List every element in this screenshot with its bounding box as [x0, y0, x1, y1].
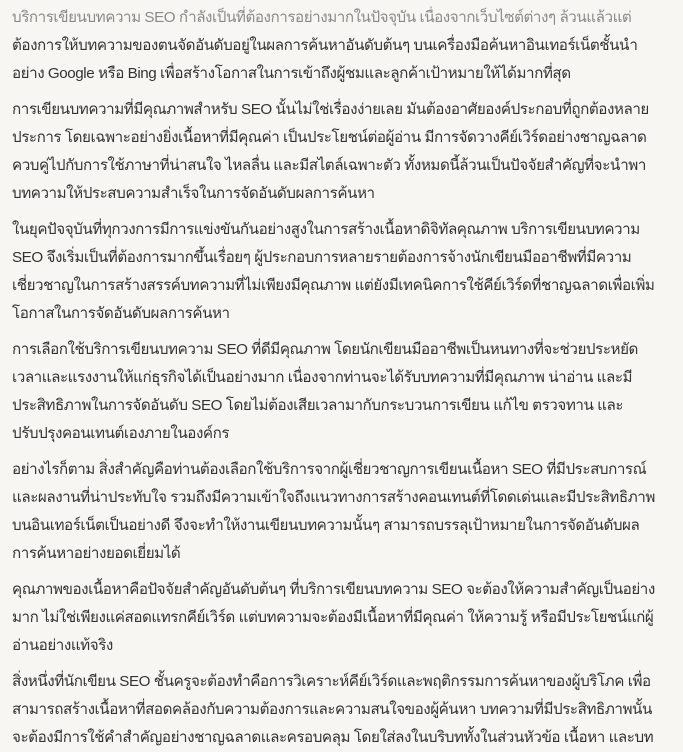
paragraph-line: ต้องการให้บทความของตนจัดอันดับอยู่ในผลการค้นหาอันดับต้นๆ บนเครื่องมือค้นหาอินเทอร์เน็ตชั้นนำ [12, 37, 638, 54]
paragraph-line: เชี่ยวชาญในการสร้างสรรค์บทความที่ไม่เพียงมีคุณภาพ แต่ยังมีเทคนิคการใช้คีย์เวิร์ดที่ชาญฉลาดเพื่อเพิ่ม [12, 277, 655, 294]
paragraph-line: อย่าง Google หรือ Bing เพื่อสร้างโอกาสในการเข้าถึงผู้ชมและลูกค้าเป้าหมายให้ได้มากที่สุด [12, 65, 571, 82]
paragraph-line: มาก ไม่ใช่เพียงแค่สอดแทรกคีย์เวิร์ด แต่บทความจะต้องมีเนื้อหาที่มีคุณค่า ให้ความรู้ หรือมีประโยชน์แก่ผู้ [12, 609, 654, 626]
paragraph-line: ปรับปรุงคอนเทนต์เองภายในองค์กร [12, 425, 230, 442]
paragraph-line: สามารถสร้างเนื้อหาที่สอดคล้องกับความต้องการและความสนใจของผู้ค้นหา บทความที่มีประสิทธิภาพนั้น [12, 701, 652, 718]
paragraph-line: การเขียนบทความที่มีคุณภาพสำหรับ SEO นั้นไม่ใช่เรื่องง่ายเลย มันต้องอาศัยองค์ประกอบที่ถูกต้องหลาย [12, 101, 649, 118]
paragraph-line: บริการเขียนบทความ SEO กำลังเป็นที่ต้องการอย่างมากในปัจจุบัน เนื่องจากเว็บไซต์ต่างๆ ล้วนแล้วแต่ [12, 9, 632, 26]
paragraph-6 [12, 576, 671, 660]
paragraph-7 [12, 668, 671, 752]
paragraph-3 [12, 216, 671, 328]
paragraph-line: อย่างไรก็ตาม สิ่งสำคัญคือท่านต้องเลือกใช้บริการจากผู้เชี่ยวชาญการเขียนเนื้อหา SEO ที่มีประสบการณ์ [12, 461, 647, 478]
paragraph-4 [12, 336, 671, 448]
paragraph-line: บทความให้ประสบความสำเร็จในการจัดอันดับผลการค้นหา [12, 185, 375, 202]
paragraph-line: สิ่งหนึ่งที่นักเขียน SEO ชั้นครูจะต้องทำคือการวิเคราะห์คีย์เวิร์ดและพฤติกรรมการค้นหาของผู้บริโภค เพื่อ [12, 673, 651, 690]
paragraph-line: ประสิทธิภาพในการจัดอันดับ SEO โดยไม่ต้องเสียเวลามากับกระบวนการเขียน แก้ไข ตรวจทาน และ [12, 397, 624, 414]
paragraph-2 [12, 96, 671, 208]
paragraph-line: ควบคู่ไปกับการใช้ภาษาที่น่าสนใจ ไหลลื่น และมีสไตล์เฉพาะตัว ทั้งหมดนี้ล้วนเป็นปัจจัยสำคัญที่จะนำพา [12, 157, 646, 174]
paragraph-5 [12, 456, 671, 568]
paragraph-line: คุณภาพของเนื้อหาคือปัจจัยสำคัญอันดับต้นๆ ที่บริการเขียนบทความ SEO จะต้องให้ความสำคัญเป็นอย่าง [12, 581, 655, 598]
paragraph-line: ในยุคปัจจุบันที่ทุกวงการมีการแข่งขันกันอย่างสูงในการสร้างเนื้อหาดิจิทัลคุณภาพ บริการเขียนบทความ [12, 221, 640, 238]
paragraph-line: อ่านอย่างแท้จริง [12, 637, 113, 654]
paragraph-line: ประการ โดยเฉพาะอย่างยิ่งเนื้อหาที่มีคุณค่า เป็นประโยชน์ต่อผู้อ่าน มีการจัดวางคีย์เวิร์ดอย่างชาญฉลาด [12, 129, 647, 146]
paragraph-1 [12, 4, 671, 88]
paragraph-line: บนอินเทอร์เน็ตเป็นอย่างดี จึงจะทำให้งานเขียนบทความนั้นๆ สามารถบรรลุเป้าหมายในการจัดอันดับผล [12, 517, 640, 534]
paragraph-line: การค้นหาอย่างยอดเยี่ยมได้ [12, 545, 181, 562]
paragraph-line: จะต้องมีการใช้คำสำคัญอย่างชาญฉลาดและครอบคลุม โดยใส่ลงในบริบททั้งในส่วนหัวข้อ เนื้อหา และบท [12, 729, 654, 746]
paragraph-line: SEO จึงเริ่มเป็นที่ต้องการมากขึ้นเรื่อยๆ ผู้ประกอบการหลายรายต้องการจ้างนักเขียนมืออาชีพที่มีความ [12, 249, 632, 266]
paragraph-line: และผลงานที่น่าประทับใจ รวมถึงมีความเข้าใจถึงแนวทางการสร้างคอนเทนต์ที่โดดเด่นและมีประสิทธิภาพ [12, 489, 655, 506]
paragraph-line: เวลาและแรงงานให้แก่ธุรกิจได้เป็นอย่างมาก เนื่องจากท่านจะได้รับบทความที่มีคุณภาพ น่าอ่าน และมี [12, 369, 633, 386]
paragraph-line: การเลือกใช้บริการเขียนบทความ SEO ที่ดีมีคุณภาพ โดยนักเขียนมืออาชีพเป็นหนทางที่จะช่วยประหยัด [12, 341, 638, 358]
paragraph-line: โอกาสในการจัดอันดับผลการค้นหา [12, 305, 230, 322]
